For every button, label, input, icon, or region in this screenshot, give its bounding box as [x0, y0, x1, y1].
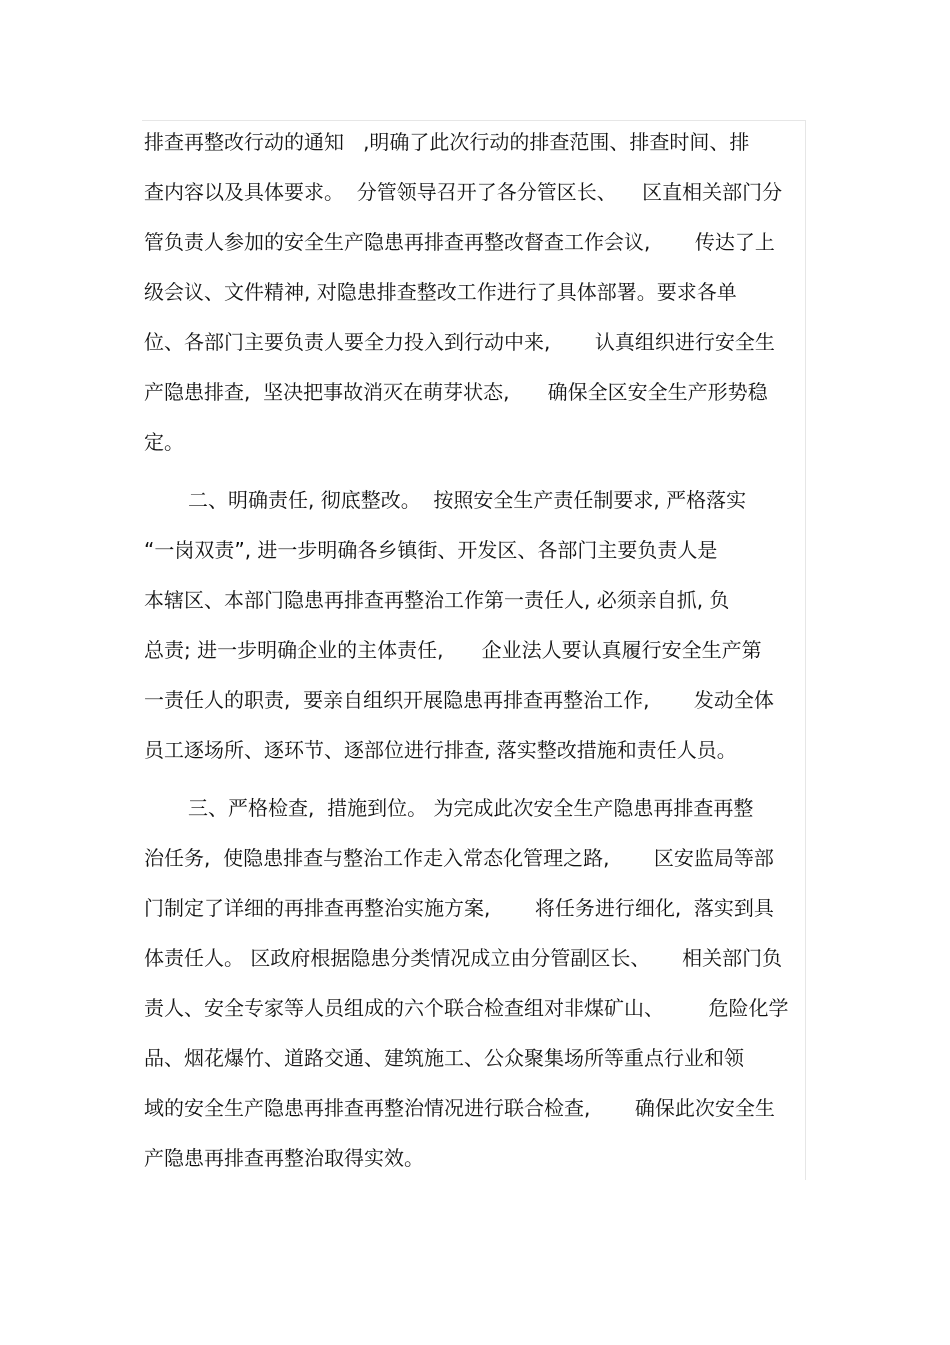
- paragraph-2: [144, 480, 804, 780]
- text-line: “一岗双责”, 进一步明确各乡镇街、开发区、各部门主要负责人是: [144, 538, 718, 562]
- text-line: 级会议、文件精神, 对隐患排查整改工作进行了具体部署。要求各单: [144, 280, 737, 304]
- text-line: 定。: [144, 430, 184, 454]
- paragraph-1: [144, 122, 804, 472]
- text-line: 产隐患排查, 坚决把事故消灭在萌芽状态, 确保全区安全生产形势稳: [144, 380, 768, 404]
- text-line: 管负责人参加的安全生产隐患再排查再整改督查工作会议, 传达了上: [144, 230, 775, 254]
- text-line: 本辖区、本部门隐患再排查再整治工作第一责任人, 必须亲自抓, 负: [144, 588, 730, 612]
- text-line: 排查再整改行动的通知 ,明确了此次行动的排查范围、排查时间、排: [144, 130, 750, 154]
- document-body: [144, 122, 804, 1188]
- text-line: 治任务, 使隐患排查与整治工作走入常态化管理之路, 区安监局等部: [144, 846, 774, 870]
- text-line: 体责任人。 区政府根据隐患分类情况成立由分管副区长、 相关部门负: [144, 946, 783, 970]
- text-line: 一责任人的职责, 要亲自组织开展隐患再排查再整治工作, 发动全体: [144, 688, 774, 712]
- text-line: 二、明确责任, 彻底整改。 按照安全生产责任制要求, 严格落实: [188, 488, 747, 512]
- text-line: 位、各部门主要负责人要全力投入到行动中来, 认真组织进行安全生: [144, 330, 775, 354]
- text-line: 域的安全生产隐患再排查再整治情况进行联合检查, 确保此次安全生: [144, 1096, 775, 1120]
- text-line: 查内容以及具体要求。 分管领导召开了各分管区长、 区直相关部门分: [144, 180, 783, 204]
- text-line: 总责; 进一步明确企业的主体责任, 企业法人要认真履行安全生产第: [144, 638, 762, 662]
- text-line: 产隐患再排查再整治取得实效。: [144, 1146, 424, 1170]
- text-line: 三、严格检查, 措施到位。 为完成此次安全生产隐患再排查再整: [188, 796, 754, 820]
- paragraph-gap: [144, 780, 804, 788]
- text-line: 员工逐场所、逐环节、逐部位进行排查, 落实整改措施和责任人员。: [144, 738, 737, 762]
- text-line: 品、烟花爆竹、道路交通、建筑施工、公众聚集场所等重点行业和领: [144, 1046, 744, 1070]
- text-line: 门制定了详细的再排查再整治实施方案, 将任务进行细化, 落实到具: [144, 896, 774, 920]
- paragraph-3: [144, 788, 804, 1188]
- text-line: 责人、安全专家等人员组成的六个联合检查组对非煤矿山、 危险化学: [144, 996, 789, 1020]
- paragraph-gap: [144, 472, 804, 480]
